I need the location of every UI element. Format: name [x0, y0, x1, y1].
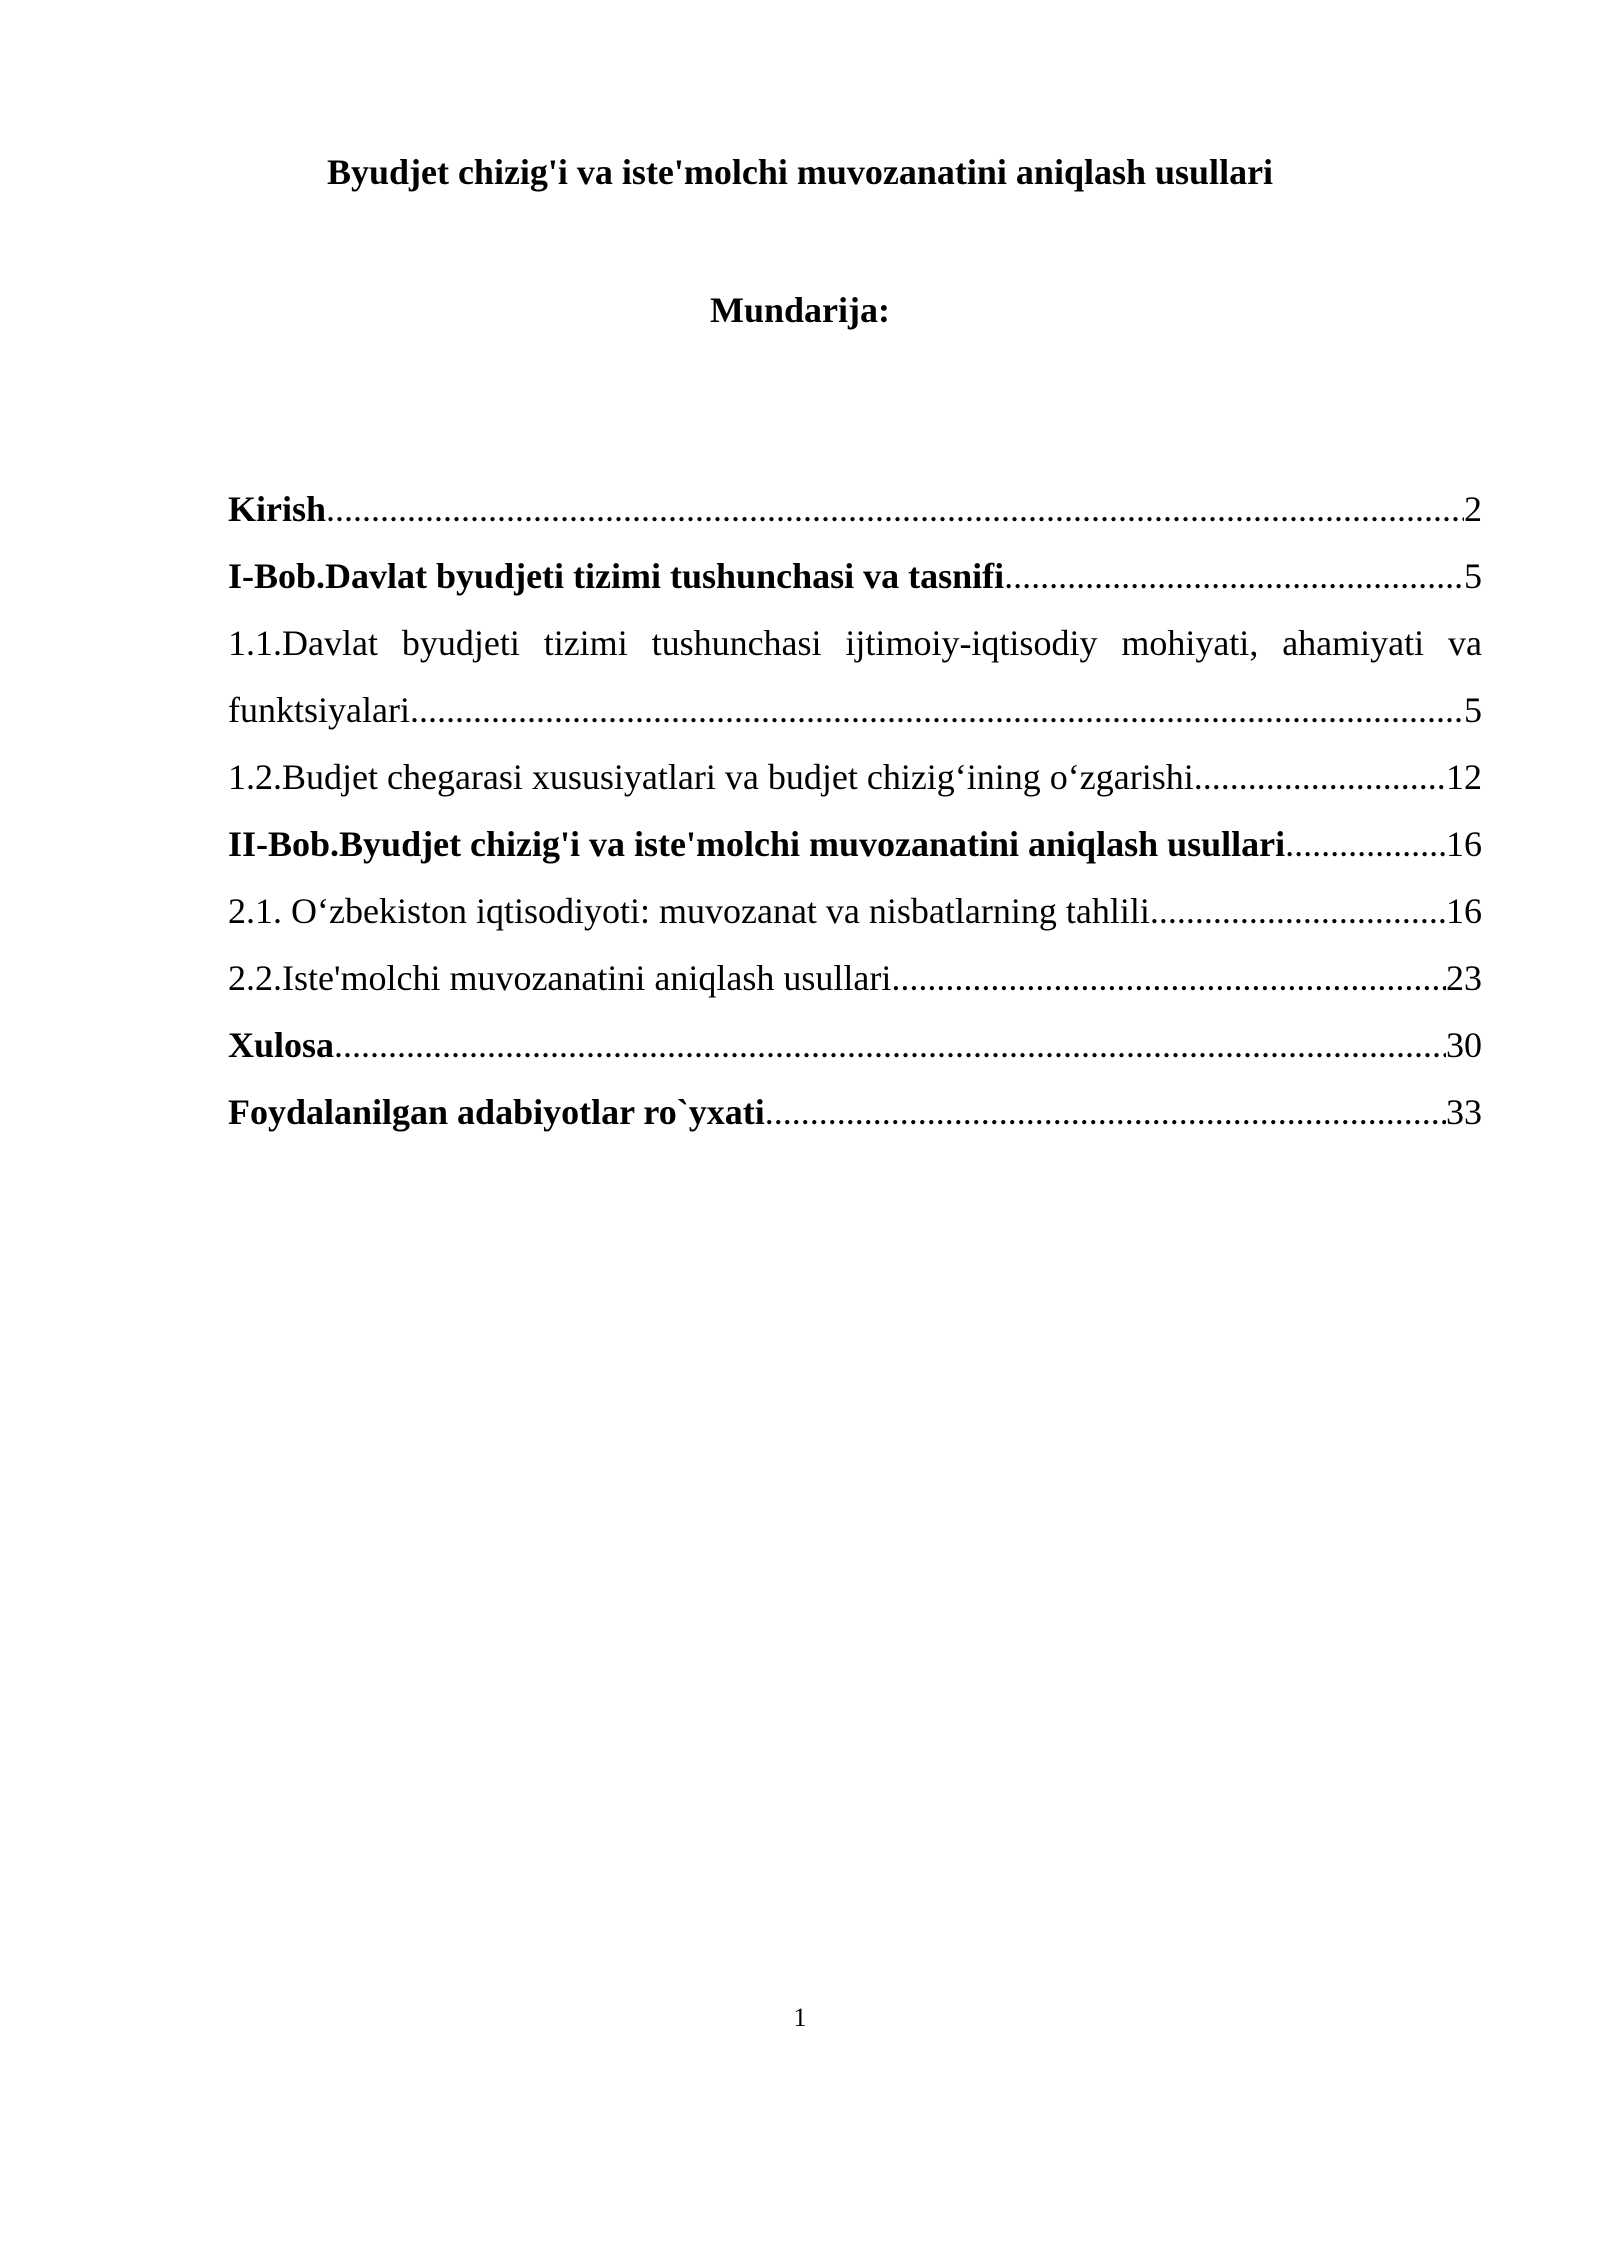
toc-entry-title: I-Bob.Davlat byudjeti tizimi tushunchasi va tasnifi — [228, 556, 1005, 596]
toc-entry-page: 23 — [1446, 958, 1482, 998]
document-title: Byudjet chizig'i va iste'molchi muvozanatini aniqlash usullari — [326, 152, 1274, 192]
toc-entry-xulosa[interactable] — [228, 1023, 1482, 1090]
toc-entry-section-1-1[interactable] — [228, 621, 1482, 755]
toc-entry-page: 30 — [1446, 1025, 1482, 1065]
dot-leader — [1004, 554, 1464, 598]
toc-entry-page: 5 — [1464, 556, 1482, 596]
toc-entry-title: 1.2.Budjet chegarasi xususiyatlari va budjet chizig‘ining o‘zgarishi — [228, 757, 1194, 797]
dot-leader — [891, 956, 1446, 1000]
toc-entry-title-line-1: 1.1.Davlat byudjeti tizimi tushunchasi ijtimoiy-iqtisodiy mohiyati, ahamiyati va — [228, 623, 1482, 663]
toc-entry-title-line-2: funktsiyalari — [228, 690, 410, 730]
toc-entry-section-2-2[interactable] — [228, 956, 1482, 1023]
dot-leader — [326, 487, 1464, 531]
toc-entry-kirish[interactable] — [228, 487, 1482, 554]
toc-entry-title: Xulosa — [228, 1025, 335, 1065]
toc-entry-section-1-2[interactable] — [228, 755, 1482, 822]
dot-leader — [410, 688, 1464, 732]
dot-leader — [1150, 889, 1446, 933]
toc-entry-page: 16 — [1446, 824, 1482, 864]
toc-entry-title: Foydalanilgan adabiyotlar ro`yxati — [228, 1092, 765, 1132]
toc-entry-section-2-1[interactable] — [228, 889, 1482, 956]
toc-entry-page: 2 — [1464, 489, 1482, 529]
toc-entry-references[interactable] — [228, 1090, 1482, 1157]
dot-leader — [765, 1090, 1446, 1134]
toc-entry-page: 5 — [1464, 690, 1482, 730]
page-number: 1 — [793, 2003, 807, 2032]
toc-entry-title: 2.2.Iste'molchi muvozanatini aniqlash usullari — [228, 958, 892, 998]
toc-entry-title: 2.1. O‘zbekiston iqtisodiyoti: muvozanat va nisbatlarning tahlili — [228, 891, 1150, 931]
toc-entry-chapter-1[interactable] — [228, 554, 1482, 621]
table-of-contents — [228, 487, 1482, 1157]
toc-heading: Mundarija: — [710, 290, 890, 330]
toc-entry-title: Kirish — [228, 489, 327, 529]
dot-leader — [1194, 755, 1446, 799]
toc-entry-page: 33 — [1446, 1092, 1482, 1132]
dot-leader — [1285, 822, 1446, 866]
toc-entry-title: II-Bob.Byudjet chizig'i va iste'molchi muvozanatini aniqlash usullari — [228, 824, 1286, 864]
toc-entry-chapter-2[interactable] — [228, 822, 1482, 889]
toc-entry-page: 12 — [1446, 757, 1482, 797]
dot-leader — [334, 1023, 1446, 1067]
toc-entry-page: 16 — [1446, 891, 1482, 931]
